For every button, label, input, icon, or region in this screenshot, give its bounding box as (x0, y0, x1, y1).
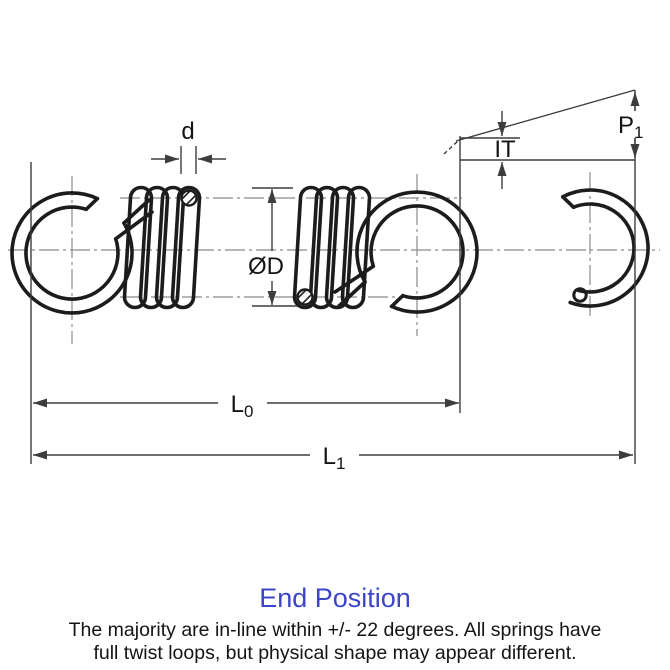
label-p1-sub: 1 (634, 123, 644, 142)
end-hook-top-cut (563, 197, 574, 207)
diagram-title: End Position (259, 583, 411, 613)
diagram-caption (0, 619, 670, 665)
label-l1-base: L (322, 443, 336, 470)
spring-left (12, 178, 211, 313)
label-it: IT (494, 136, 516, 163)
end-hook-inner-arc (574, 204, 634, 292)
dimension-initial-tension (444, 90, 635, 413)
dimension-p1 (615, 90, 651, 464)
label-od: ØD (248, 253, 284, 280)
caption-line-2: full twist loops, but physical shape may appear different. (93, 642, 577, 664)
dimension-outer-diameter (243, 188, 297, 306)
label-d: d (181, 118, 195, 145)
p1-slant-line (456, 90, 635, 141)
dimension-l0 (31, 162, 459, 464)
label-l1-sub: 1 (335, 454, 346, 473)
dimension-l1 (33, 441, 633, 473)
label-p1-base: P (618, 112, 635, 139)
caption-line-1: The majority are in-line within +/- 22 degrees. All springs have (68, 619, 602, 641)
label-l0-sub: 0 (243, 402, 254, 421)
spring-right (287, 188, 477, 316)
left-hook-wire-tip (86, 199, 97, 210)
right-neck-inner (335, 266, 373, 292)
dimension-wire-diameter (151, 118, 226, 174)
corner-dash (444, 140, 459, 154)
label-l0-base: L (230, 391, 244, 418)
